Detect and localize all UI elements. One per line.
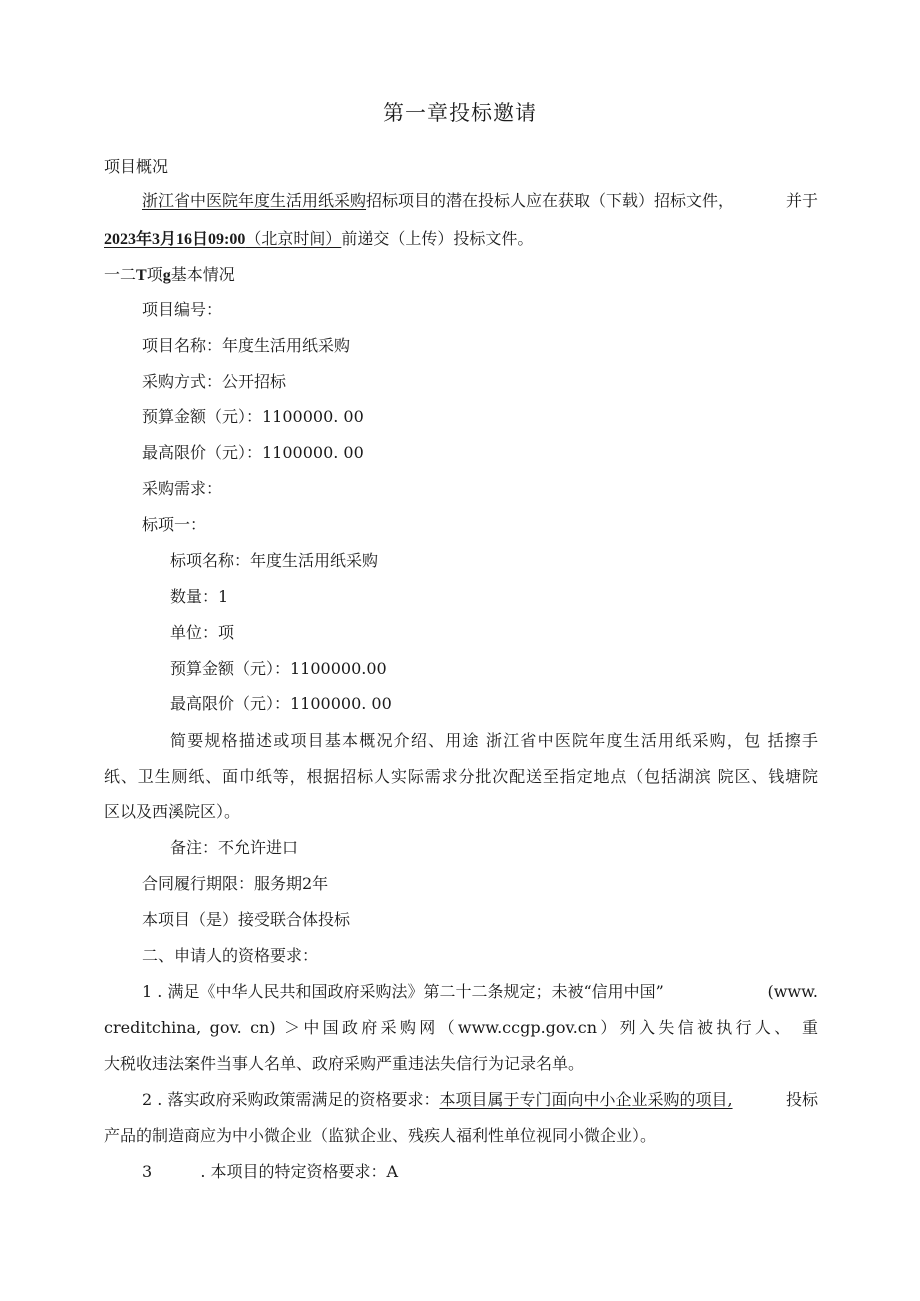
- lot-name: 标项名称：年度生活用纸采购: [170, 551, 379, 570]
- req2-line-1: 2 . 落实政府采购政策需满足的资格要求：本项目属于专门面向中小企业采购的项目, 投标: [142, 1090, 818, 1109]
- import-note: 备注：不允许进口: [170, 838, 299, 857]
- req2-line-2: 产品的制造商应为中小微企业（监狱企业、残疾人福利性单位视同小微企业）。: [104, 1126, 657, 1145]
- consortium-note: 本项目（是）接受联合体投标: [142, 910, 351, 929]
- sme-requirement: 本项目属于专门面向中小企业采购的项目,: [439, 1090, 733, 1109]
- lot-unit: 单位：项: [170, 623, 235, 642]
- lot-quantity: 数量：1: [170, 587, 229, 606]
- req3-line: 3 . 本项目的特定资格要求：A: [142, 1162, 399, 1181]
- project-title-link: 浙江省中医院年度生活用纸采购: [142, 191, 367, 210]
- lot-budget: 预算金额（元）：1100000.00: [170, 659, 387, 678]
- procurement-method: 采购方式：公开招标: [142, 372, 287, 391]
- section2-heading: 二、申请人的资格要求：: [142, 946, 319, 965]
- intro-text-2: 并于: [785, 191, 818, 210]
- requirements-label: 采购需求：: [142, 479, 223, 498]
- intro-line-2: [104, 228, 533, 251]
- budget-amount: 预算金额（元）：1100000. 00: [142, 407, 364, 426]
- spec-line-1: 简要规格描述或项目基本概况介绍、用途 浙江省中医院年度生活用纸采购，包 括擦手: [170, 731, 818, 750]
- lot-label: 标项一：: [142, 515, 207, 534]
- req1-line-1: 1 . 满足《中华人民共和国政府采购法》第二十二条规定；未被“信用中国” (www.: [142, 982, 818, 1001]
- deadline-timezone: （北京时间）: [245, 229, 342, 248]
- project-name: 项目名称：年度生活用纸采购: [142, 336, 351, 355]
- intro-line-1: [142, 190, 818, 212]
- lot-max-price: 最高限价（元）：1100000. 00: [170, 694, 392, 713]
- req1-line-3: 大税收违法案件当事人名单、政府采购严重违法失信行为记录名单。: [104, 1054, 585, 1073]
- intro-text-1: 招标项目的潜在投标人应在获取（下载）招标文件，: [366, 191, 735, 210]
- page-title: 第一章投标邀请: [383, 101, 537, 125]
- project-number: 项目编号：: [142, 300, 223, 319]
- deadline-date: 2023年3月16日09:00: [104, 231, 246, 248]
- section1-heading: 一二T项g基本情况: [104, 265, 235, 284]
- max-price: 最高限价（元）：1100000. 00: [142, 443, 364, 462]
- spec-line-3: 区以及西溪院区）。: [104, 802, 241, 821]
- spec-line-2: 纸、卫生厕纸、面巾纸等，根据招标人实际需求分批次配送至指定地点（包括湖滨 院区、钱塘院: [104, 767, 818, 786]
- intro-text-3: 前递交（上传）投标文件。: [341, 229, 534, 248]
- req1-line-2: creditchina, gov. cn) ＞中国政府采购网（www.ccgp.gov.cn）列入失信被执行人、 重: [104, 1018, 818, 1037]
- contract-period: 合同履行期限：服务期2年: [142, 874, 329, 893]
- overview-heading: 项目概况: [104, 157, 169, 176]
